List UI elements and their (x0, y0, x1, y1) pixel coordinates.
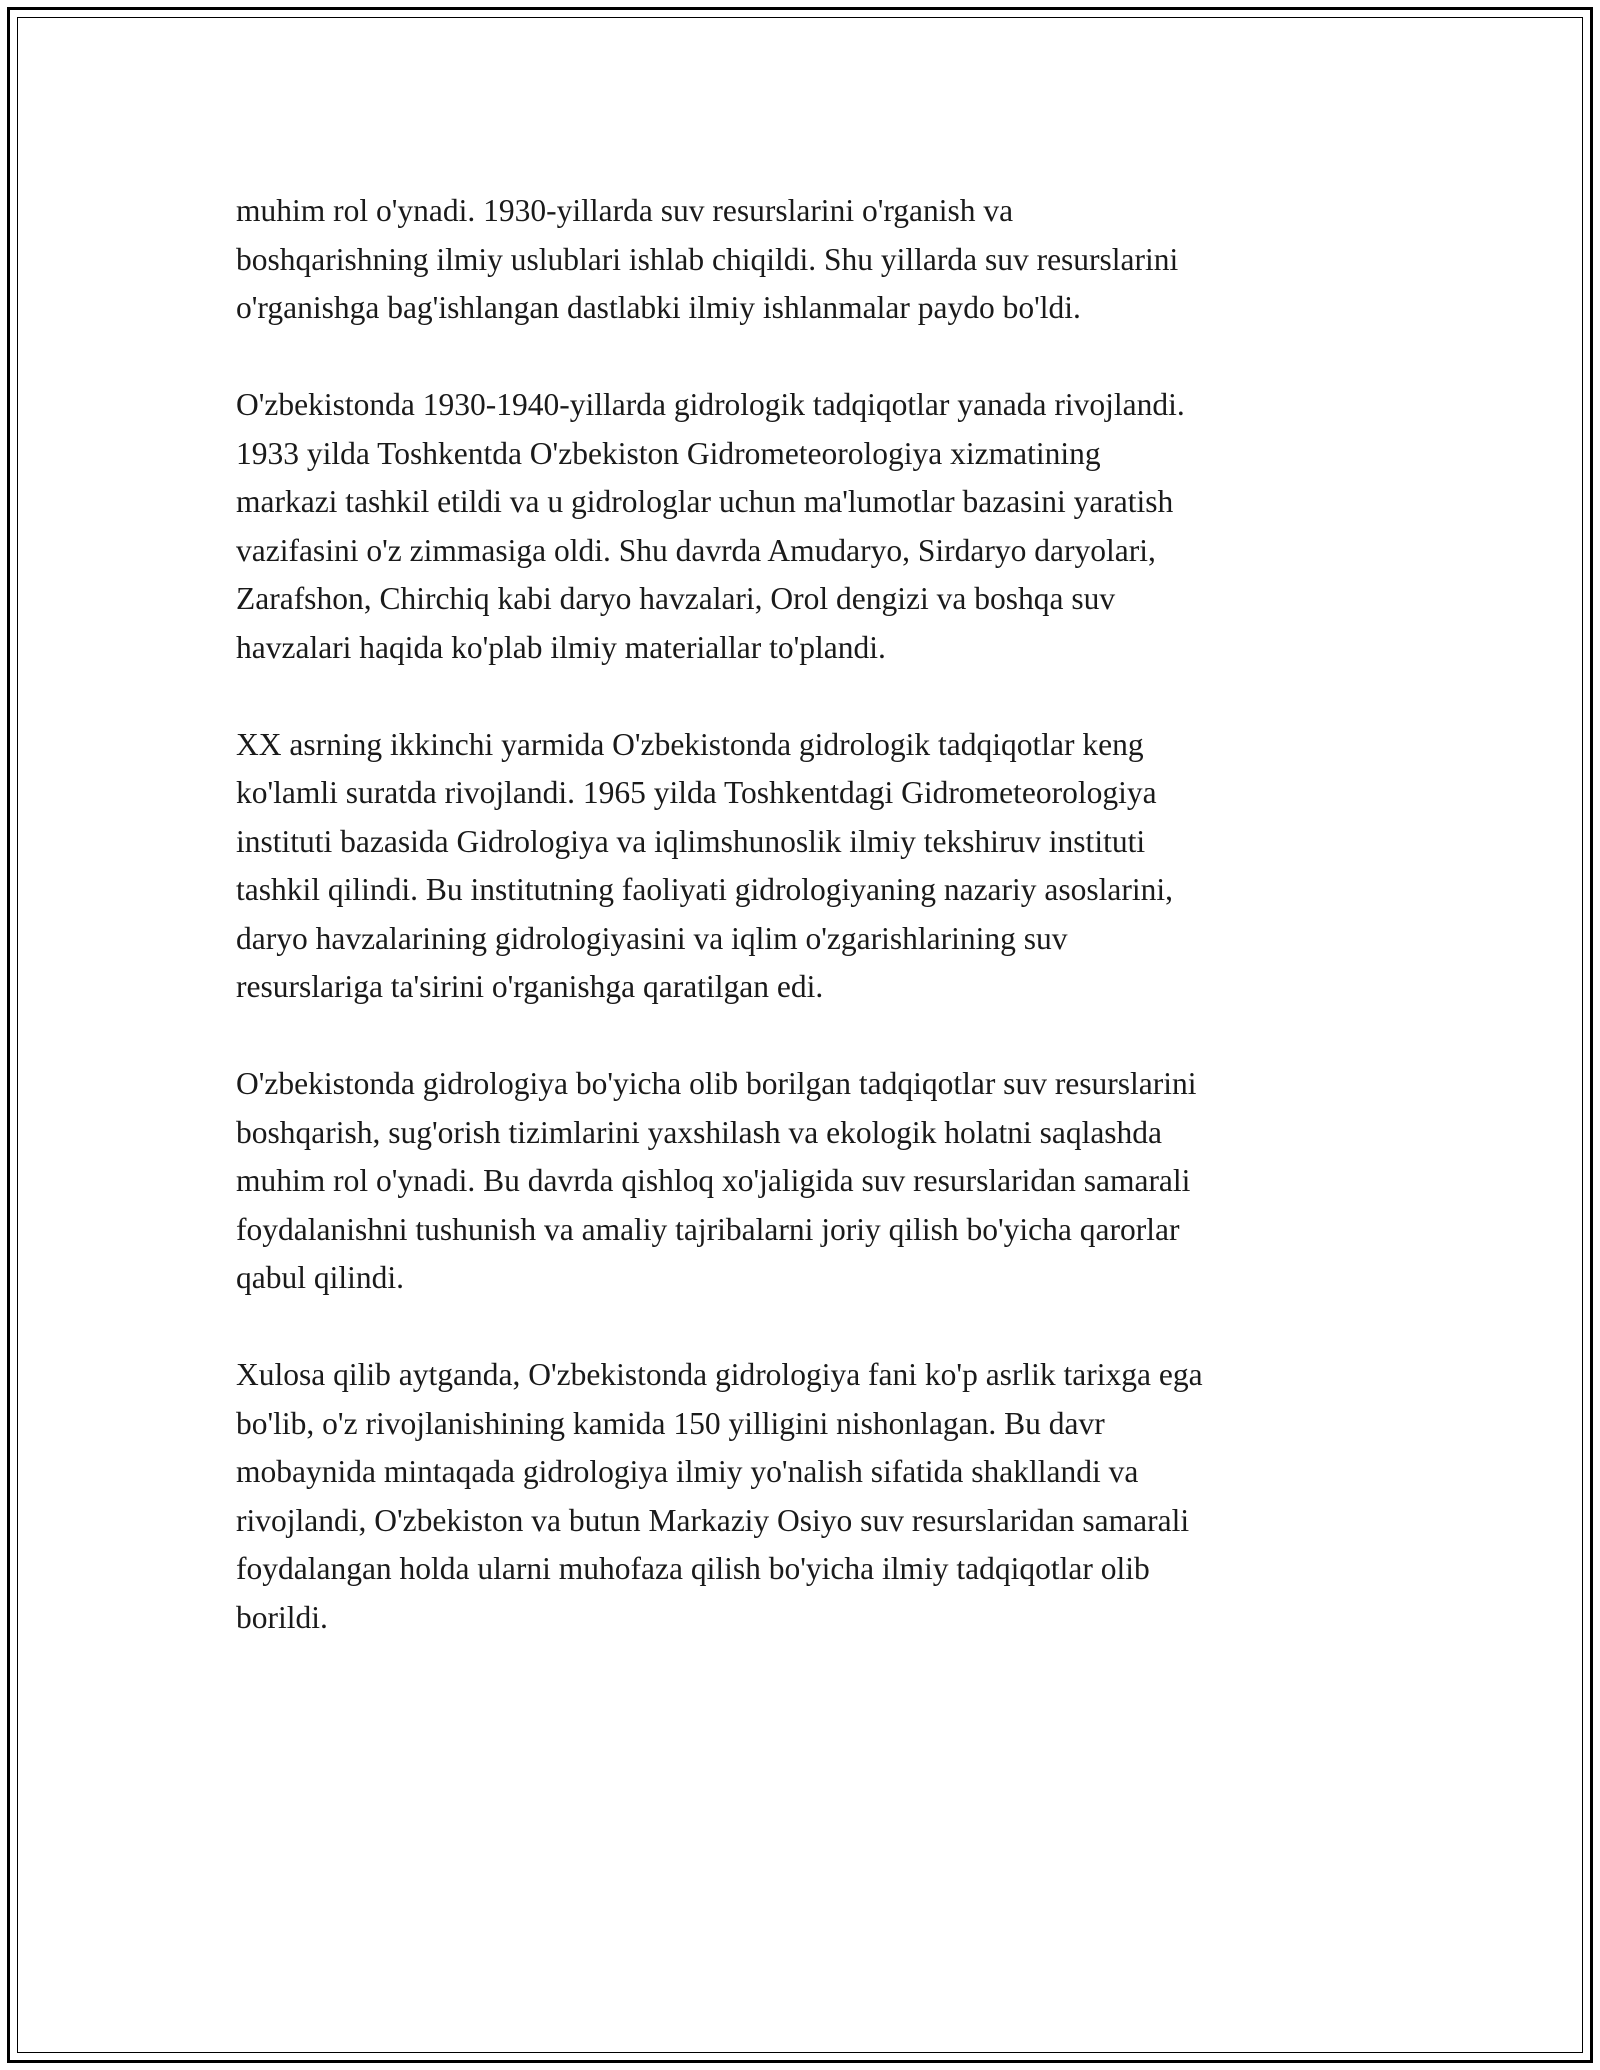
text-line: foydalangan holda ularni muhofaza qilish bo'yicha ilmiy tadqiqotlar olib (236, 1551, 1150, 1586)
text-line: havzalari haqida ko'plab ilmiy materiallar to'plandi. (236, 629, 886, 665)
text-line: tashkil qilindi. Bu institutning faoliyati gidrologiyaning nazariy asoslarini, (236, 872, 1174, 907)
text-line: resurslariga ta'sirini o'rganishga qaratilgan edi. (236, 969, 824, 1004)
paragraph (236, 1060, 1376, 1303)
text-line: muhim rol o'ynadi. 1930-yillarda suv resurslarini o'rganish va (236, 193, 1014, 228)
paragraph (236, 381, 1376, 672)
paragraph (236, 1351, 1376, 1642)
text-line: O'zbekistonda 1930-1940-yillarda gidrologik tadqiqotlar yanada rivojlandi. (236, 387, 1185, 422)
text-line: markazi tashkil etildi va u gidrologlar uchun ma'lumotlar bazasini yaratish (236, 484, 1174, 519)
text-line: boshqarishning ilmiy uslublari ishlab chiqildi. Shu yillarda suv resurslarini (236, 241, 1179, 277)
text-line: foydalanishni tushunish va amaliy tajribalarni joriy qilish bo'yicha qarorlar (236, 1211, 1180, 1247)
paragraph (236, 721, 1376, 1012)
text-line: Xulosa qilib aytganda, O'zbekistonda gidrologiya fani ko'p asrlik tarixga ega (236, 1357, 1203, 1392)
text-line: mobaynida mintaqada gidrologiya ilmiy yo'nalish sifatida shakllandi va (236, 1454, 1139, 1489)
paragraph (236, 187, 1376, 333)
text-line: XX asrning ikkinchi yarmida O'zbekistonda gidrologik tadqiqotlar keng (236, 726, 1144, 762)
text-line: borildi. (236, 1599, 328, 1635)
document-body (236, 187, 1376, 1691)
text-line: muhim rol o'ynadi. Bu davrda qishloq xo'jaligida suv resurslaridan samarali (236, 1163, 1191, 1198)
text-line: rivojlandi, O'zbekiston va butun Markaziy Osiyo suv resurslaridan samarali (236, 1502, 1190, 1538)
text-line: ko'lamli suratda rivojlandi. 1965 yilda Toshkentdagi Gidrometeorologiya (236, 775, 1157, 810)
text-line: boshqarish, sug'orish tizimlarini yaxshilash va ekologik holatni saqlashda (236, 1114, 1163, 1150)
text-line: qabul qilindi. (236, 1260, 404, 1295)
text-line: O'zbekistonda gidrologiya bo'yicha olib borilgan tadqiqotlar suv resurslarini (236, 1066, 1197, 1101)
text-line: bo'lib, o'z rivojlanishining kamida 150 yilligini nishonlagan. Bu davr (236, 1405, 1105, 1441)
text-line: vazifasini o'z zimmasiga oldi. Shu davrda Amudaryo, Sirdaryo daryolari, (236, 532, 1156, 568)
text-line: instituti bazasida Gidrologiya va iqlimshunoslik ilmiy tekshiruv instituti (236, 823, 1146, 859)
text-line: o'rganishga bag'ishlangan dastlabki ilmiy ishlanmalar paydo bo'ldi. (236, 290, 1081, 325)
text-line: daryo havzalarining gidrologiyasini va iqlim o'zgarishlarining suv (236, 920, 1068, 956)
text-line: 1933 yilda Toshkentda O'zbekiston Gidrometeorologiya xizmatining (236, 435, 1101, 471)
text-line: Zarafshon, Chirchiq kabi daryo havzalari, Orol dengizi va boshqa suv (236, 581, 1116, 616)
